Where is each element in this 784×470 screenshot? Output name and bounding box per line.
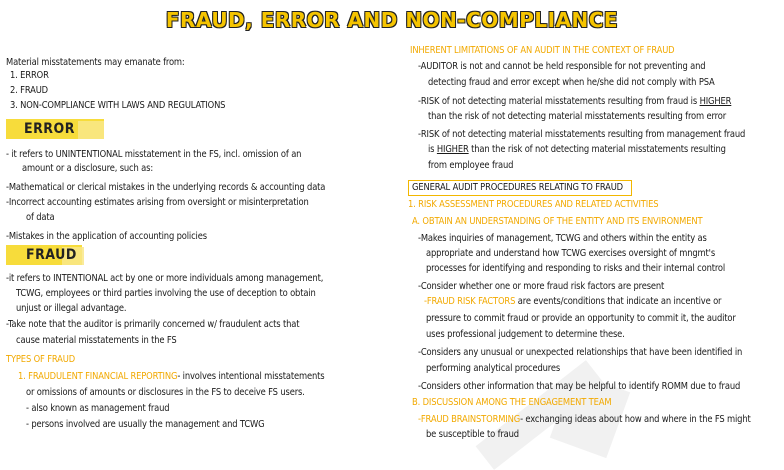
a-heading: A. OBTAIN AN UNDERSTANDING OF THE ENTITY AND ITS ENVIRONMENT [412, 216, 703, 227]
fraud-line: -it refers to INTENTIONAL act by one or more individuals among management, [6, 273, 324, 284]
fb-detail: be susceptible to fraud [426, 429, 519, 440]
error-highlight-tail [78, 121, 104, 139]
fraud-line: unjust or illegal advantage. [16, 303, 127, 314]
inherent-text: -RISK of not detecting material misstatements resulting from fraud is [418, 96, 700, 107]
fb-label: -FRAUD BRAINSTORMING [418, 414, 521, 425]
type1-detail: - also known as management fraud [26, 403, 170, 414]
frf-detail: pressure to commit fraud or provide an opportunity to commit it, the auditor [426, 313, 736, 324]
a-line: -Consider whether one or more fraud risk factors are present [418, 281, 665, 292]
error-line: amount or a disclosure, such as: [22, 163, 154, 174]
type1-detail: or omissions of amounts or disclosures in the FS to deceive FS users. [26, 387, 305, 398]
inherent-text: is [428, 144, 437, 155]
error-line: -Mistakes in the application of accounting policies [6, 231, 207, 242]
source-item: 3. NON-COMPLIANCE WITH LAWS AND REGULATIONS [10, 100, 226, 111]
fraud-line: -Take note that the auditor is primarily concerned w/ fraudulent acts that [6, 319, 300, 330]
error-line: - it refers to UNINTENTIONAL misstatement in the FS, incl. omission of an [6, 149, 302, 160]
fraud-line: TCWG, employees or third parties involving the use of deception to obtain [16, 288, 316, 299]
source-item: 2. FRAUD [10, 85, 48, 96]
inherent-line: -AUDITOR is not and cannot be held responsible for not preventing and [418, 61, 706, 72]
source-item: 1. ERROR [10, 70, 49, 81]
inherent-emphasis: HIGHER [699, 96, 732, 107]
fb-line [418, 413, 751, 426]
type1-detail: - persons involved are usually the management and TCWG [26, 419, 265, 430]
page-title: FRAUD, ERROR AND NON-COMPLIANCE [165, 8, 619, 32]
inherent-line: -RISK of not detecting material misstatements resulting from management fraud [418, 129, 746, 140]
frf-label: -FRAUD RISK FACTORS [424, 296, 516, 307]
frf-text: are events/conditions that indicate an incentive or [515, 296, 722, 307]
b-heading: B. DISCUSSION AMONG THE ENGAGEMENT TEAM [412, 397, 612, 408]
a-line: -Makes inquiries of management, TCWG and others within the entity as [418, 233, 707, 244]
inherent-line [428, 143, 726, 156]
inherent-emphasis: HIGHER [436, 144, 469, 155]
error-line: of data [26, 212, 55, 223]
inherent-line: than the risk of not detecting material misstatements resulting from error [428, 111, 726, 122]
frf-detail: -Considers any unusual or unexpected relationships that have been identified in [418, 347, 743, 358]
frf-line [424, 295, 721, 308]
type1-text: - involves intentional misstatements [177, 371, 325, 382]
gap-heading: GENERAL AUDIT PROCEDURES RELATING TO FRAUD [412, 182, 623, 193]
types-heading: TYPES OF FRAUD [6, 354, 75, 365]
frf-detail: uses professional judgement to determine these. [426, 329, 625, 340]
error-heading: ERROR [24, 121, 75, 137]
inherent-line: from employee fraud [428, 160, 514, 171]
risk-heading: 1. RISK ASSESSMENT PROCEDURES AND RELATED ACTIVITIES [408, 199, 659, 210]
a-line: appropriate and understand how TCWG exercises oversight of mngmt's [426, 248, 716, 259]
inherent-text: than the risk of not detecting material misstatements resulting [468, 144, 726, 155]
error-line: -Mathematical or clerical mistakes in the underlying records & accounting data [6, 182, 326, 193]
type1-label: 1. FRAUDULENT FINANCIAL REPORTING [18, 371, 178, 382]
type1-line [18, 370, 324, 383]
frf-detail: performing analytical procedures [426, 363, 561, 374]
fraud-heading: FRAUD [26, 247, 77, 263]
a-line: processes for identifying and responding to risks and their internal control [426, 263, 726, 274]
inherent-line [418, 95, 731, 108]
fb-text: - exchanging ideas about how and where in the FS might [520, 414, 751, 425]
fraud-line: cause material misstatements in the FS [16, 335, 177, 346]
error-line: -Incorrect accounting estimates arising from oversight or misinterpretation [6, 197, 309, 208]
inherent-heading: INHERENT LIMITATIONS OF AN AUDIT IN THE CONTEXT OF FRAUD [410, 45, 675, 56]
frf-detail: -Considers other information that may be helpful to identify ROMM due to fraud [418, 381, 741, 392]
intro-text: Material misstatements may emanate from: [6, 57, 185, 68]
inherent-line: detecting fraud and error except when he/she did not comply with PSA [428, 77, 715, 88]
